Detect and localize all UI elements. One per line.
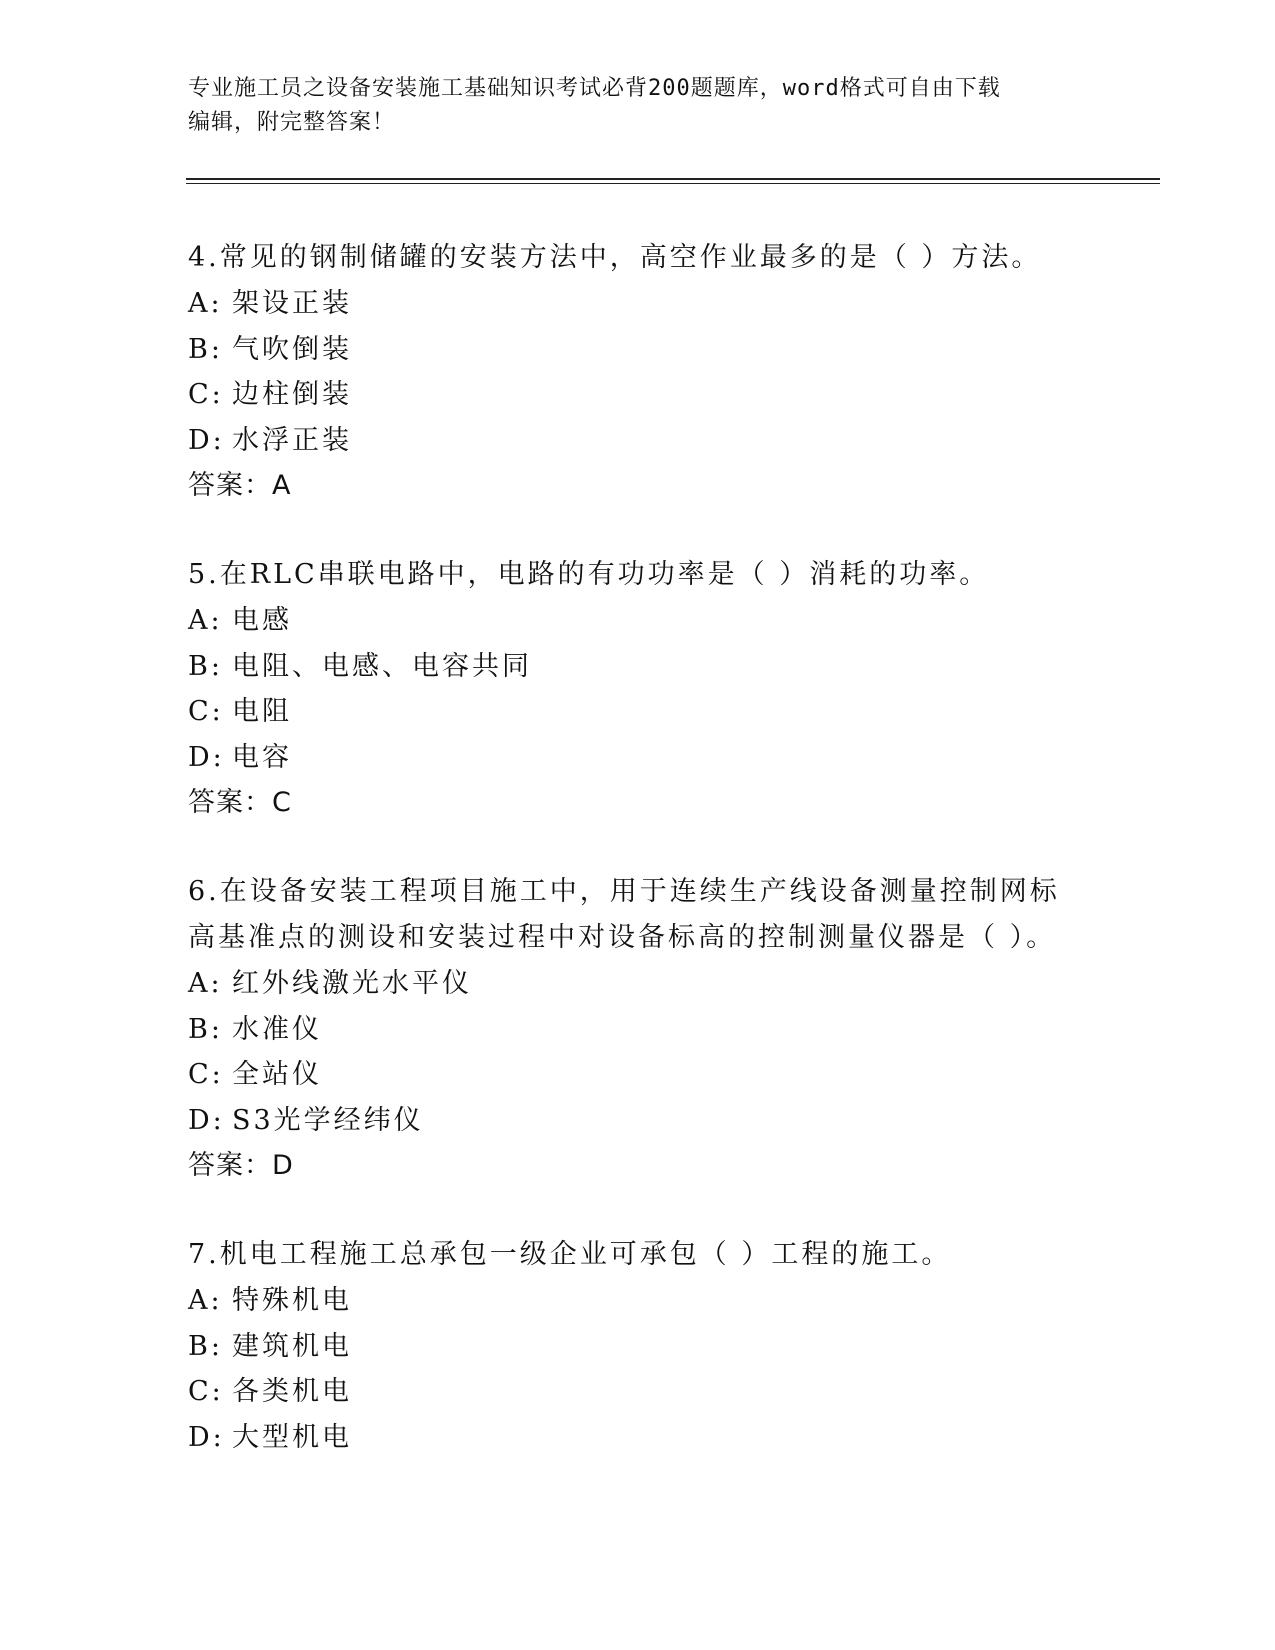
question-4: [188, 235, 1088, 509]
option-letter: D:: [188, 424, 225, 456]
option-letter: A:: [188, 968, 223, 999]
option-b: [188, 644, 1088, 690]
option-b: [188, 1007, 1088, 1053]
option-a: [188, 281, 1088, 327]
option-a: [188, 1278, 1088, 1324]
option-text: 特殊机电: [232, 1285, 352, 1316]
option-d: [188, 735, 1088, 781]
option-letter: A:: [188, 288, 223, 319]
option-d: [188, 1415, 1088, 1461]
option-text: 边柱倒装: [232, 379, 352, 410]
question-5: [188, 552, 1088, 826]
option-letter: B:: [188, 1330, 223, 1362]
option-text: 水准仪: [232, 1013, 322, 1045]
option-letter: D:: [188, 1421, 225, 1453]
option-b: [188, 1324, 1088, 1370]
question-7: [188, 1232, 1088, 1460]
option-c: [188, 689, 1088, 735]
document-header: [188, 72, 1088, 140]
option-letter: C:: [188, 379, 224, 410]
option-text: S3光学经纬仪: [232, 1104, 424, 1136]
option-letter: D:: [188, 741, 225, 773]
question-stem: 5.在RLC串联电路中，电路的有功功率是（ ）消耗的功率。: [188, 559, 990, 590]
option-text: 大型机电: [232, 1421, 352, 1453]
option-d: [188, 418, 1088, 464]
question-stem: 4.常见的钢制储罐的安装方法中，高空作业最多的是（ ）方法。: [188, 242, 1042, 273]
option-letter: C:: [188, 1059, 224, 1090]
header-line-1: 专业施工员之设备安装施工基础知识考试必背200题题库，word格式可自由下载: [188, 76, 1001, 101]
option-text: 架设正装: [232, 288, 352, 319]
option-c: [188, 1369, 1088, 1415]
header-divider-thin: [186, 183, 1160, 184]
option-d: [188, 1098, 1088, 1144]
option-c: [188, 372, 1088, 418]
option-text: 电阻、电感、电容共同: [232, 650, 532, 682]
question-6: [188, 869, 1088, 1189]
option-letter: B:: [188, 650, 223, 682]
question-list: [188, 235, 1088, 1503]
question-stem: 6.在设备安装工程项目施工中，用于连续生产线设备测量控制网标高基准点的测设和安装过程中对设备标高的控制测量仪器是（ ）。: [188, 876, 1060, 953]
option-text: 建筑机电: [232, 1330, 352, 1362]
answer-line: 答案：A: [188, 470, 292, 501]
option-a: [188, 961, 1088, 1007]
option-letter: A:: [188, 605, 223, 636]
option-a: [188, 598, 1088, 644]
option-text: 全站仪: [232, 1059, 322, 1090]
option-c: [188, 1052, 1088, 1098]
header-divider: [186, 178, 1160, 180]
option-letter: D:: [188, 1104, 225, 1136]
option-letter: B:: [188, 333, 223, 365]
answer-line: 答案：D: [188, 1150, 294, 1181]
option-text: 电容: [232, 741, 292, 773]
option-b: [188, 327, 1088, 373]
option-text: 电感: [232, 605, 292, 636]
option-letter: C:: [188, 696, 224, 727]
option-letter: B:: [188, 1013, 223, 1045]
option-letter: A:: [188, 1285, 223, 1316]
answer-line: 答案：C: [188, 787, 292, 818]
option-letter: C:: [188, 1376, 224, 1407]
question-stem: 7.机电工程施工总承包一级企业可承包（ ）工程的施工。: [188, 1239, 952, 1270]
option-text: 电阻: [232, 696, 292, 727]
option-text: 水浮正装: [232, 424, 352, 456]
header-line-2: 编辑，附完整答案！: [188, 110, 396, 135]
option-text: 各类机电: [232, 1376, 352, 1407]
option-text: 红外线激光水平仪: [232, 968, 472, 999]
option-text: 气吹倒装: [232, 333, 352, 365]
